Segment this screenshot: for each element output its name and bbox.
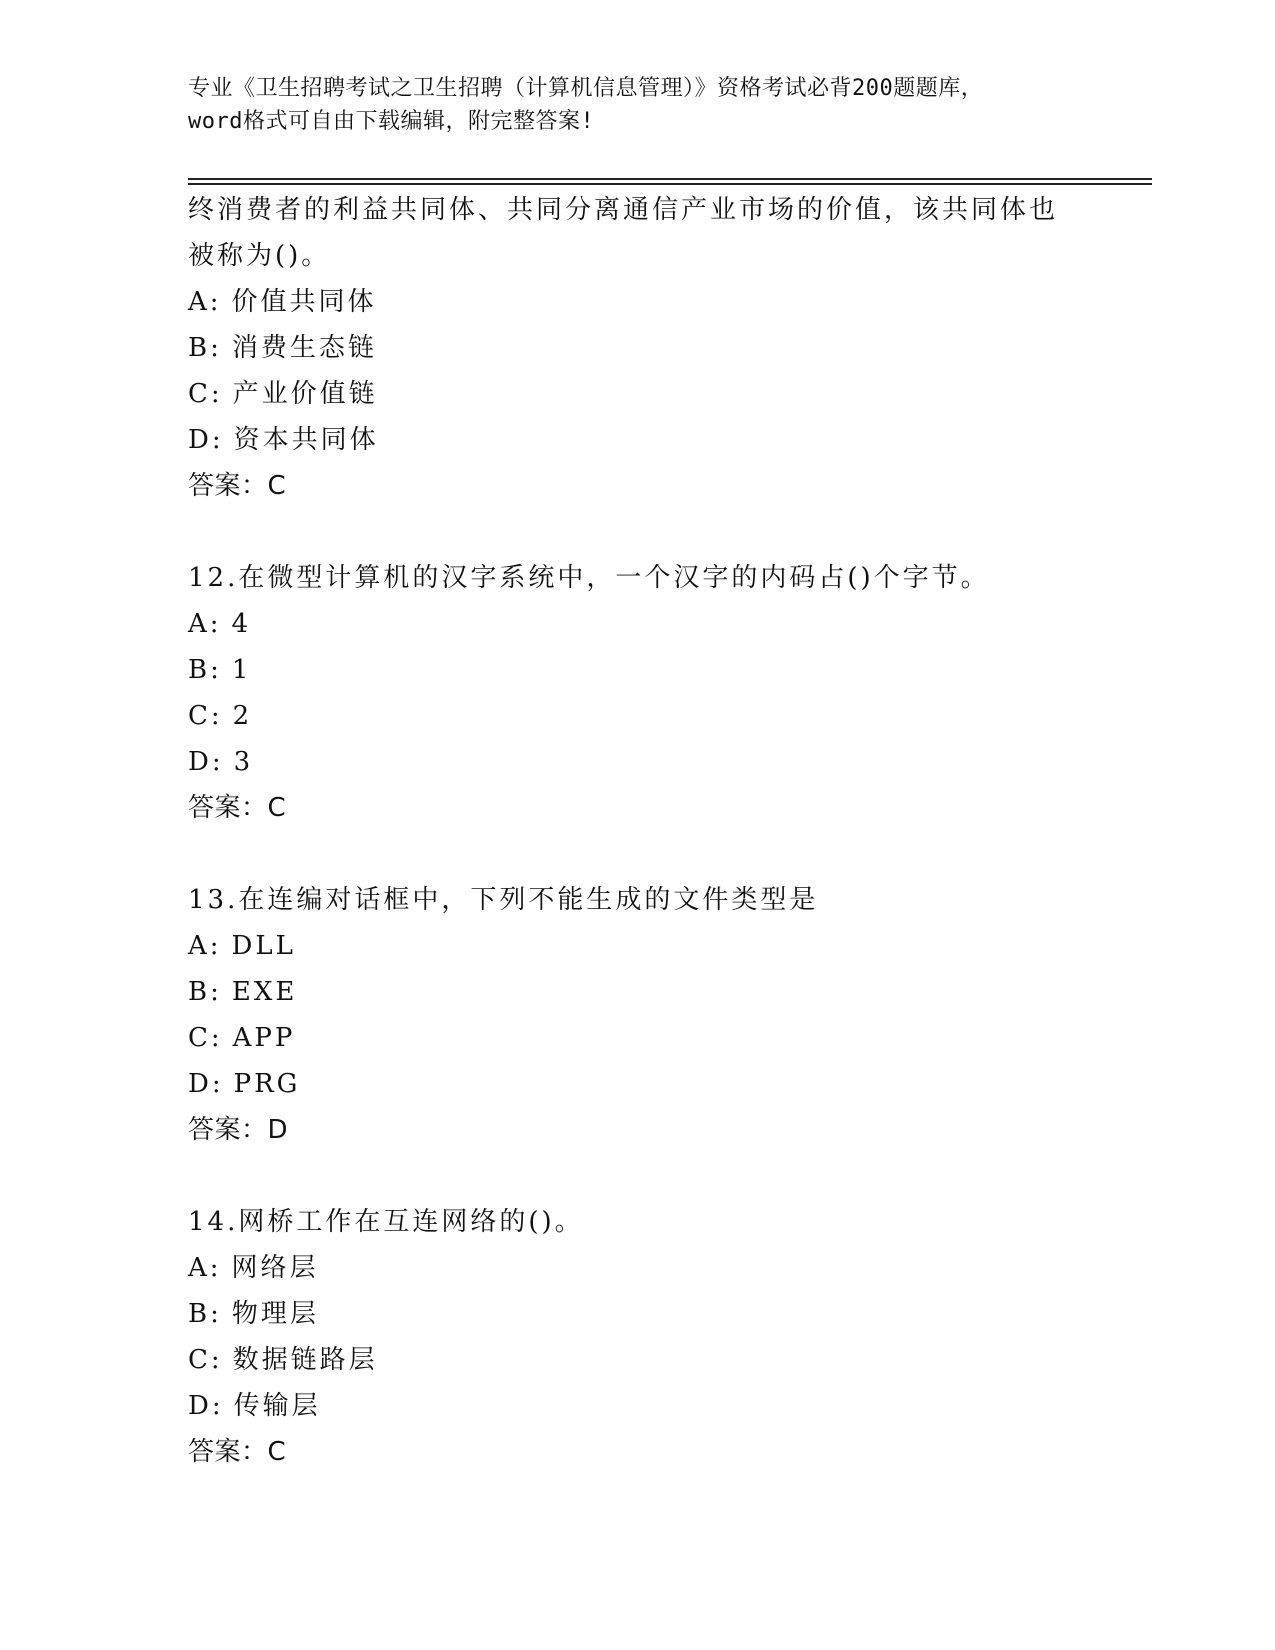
option-text: DLL [231, 931, 296, 961]
option-letter: A: [188, 609, 222, 639]
question-stem: 12.在微型计算机的汉字系统中，一个汉字的内码占()个字节。 [188, 563, 990, 593]
option-letter: C: [188, 1345, 223, 1375]
option-text: 3 [233, 747, 254, 777]
question-stem: 14.网桥工作在互连网络的()。 [188, 1207, 584, 1237]
answer-line: 答案：C [188, 471, 287, 501]
option-d [188, 417, 1152, 463]
header-line-2: word格式可自由下载编辑，附完整答案! [188, 109, 595, 134]
question-spacer [188, 509, 1152, 555]
answer-line: 答案：C [188, 1437, 287, 1467]
option-c [188, 1337, 1152, 1383]
option-a [188, 279, 1152, 325]
option-letter: B: [188, 655, 222, 685]
option-c [188, 1015, 1152, 1061]
header-divider-bottom [188, 183, 1152, 185]
option-a [188, 601, 1152, 647]
option-text: 产业价值链 [232, 379, 378, 409]
question-list [188, 187, 1152, 1475]
option-c [188, 371, 1152, 417]
question-spacer [188, 831, 1152, 877]
question-stem: 被称为()。 [188, 241, 331, 271]
question-stem: 终消费者的利益共同体、共同分离通信产业市场的价值，该共同体也 [188, 195, 1059, 225]
option-letter: A: [188, 287, 222, 317]
option-letter: C: [188, 701, 223, 731]
option-text: 价值共同体 [231, 287, 377, 317]
option-b [188, 1291, 1152, 1337]
answer-line: 答案：D [188, 1115, 289, 1145]
question-12 [188, 555, 1152, 831]
question-spacer [188, 1153, 1152, 1199]
option-text: PRG [233, 1069, 301, 1099]
question-13 [188, 877, 1152, 1153]
question-11 [188, 187, 1152, 509]
option-letter: D: [188, 747, 224, 777]
option-b [188, 969, 1152, 1015]
option-text: 物理层 [231, 1299, 319, 1329]
option-a [188, 1245, 1152, 1291]
option-text: APP [232, 1023, 296, 1053]
option-letter: C: [188, 1023, 223, 1053]
option-d [188, 1061, 1152, 1107]
option-text: 网络层 [231, 1253, 319, 1283]
option-d [188, 1383, 1152, 1429]
option-text: 资本共同体 [233, 425, 379, 455]
option-letter: B: [188, 333, 222, 363]
option-letter: A: [188, 1253, 222, 1283]
option-text: 消费生态链 [231, 333, 377, 363]
option-letter: B: [188, 977, 222, 1007]
document-header [188, 72, 1088, 138]
option-text: 2 [232, 701, 253, 731]
option-text: 4 [231, 609, 252, 639]
option-letter: A: [188, 931, 222, 961]
option-letter: D: [188, 425, 224, 455]
option-c [188, 693, 1152, 739]
option-text: 1 [231, 655, 252, 685]
option-d [188, 739, 1152, 785]
header-line-1: 专业《卫生招聘考试之卫生招聘（计算机信息管理）》资格考试必背200题题库， [188, 76, 984, 101]
option-letter: D: [188, 1069, 224, 1099]
option-letter: D: [188, 1391, 224, 1421]
option-letter: C: [188, 379, 223, 409]
answer-line: 答案：C [188, 793, 287, 823]
option-a [188, 923, 1152, 969]
option-b [188, 325, 1152, 371]
question-14 [188, 1199, 1152, 1475]
option-letter: B: [188, 1299, 222, 1329]
option-text: EXE [231, 977, 298, 1007]
header-divider-top [188, 178, 1152, 180]
question-stem: 13.在连编对话框中，下列不能生成的文件类型是 [188, 885, 819, 915]
option-text: 传输层 [233, 1391, 321, 1421]
option-text: 数据链路层 [232, 1345, 378, 1375]
option-b [188, 647, 1152, 693]
